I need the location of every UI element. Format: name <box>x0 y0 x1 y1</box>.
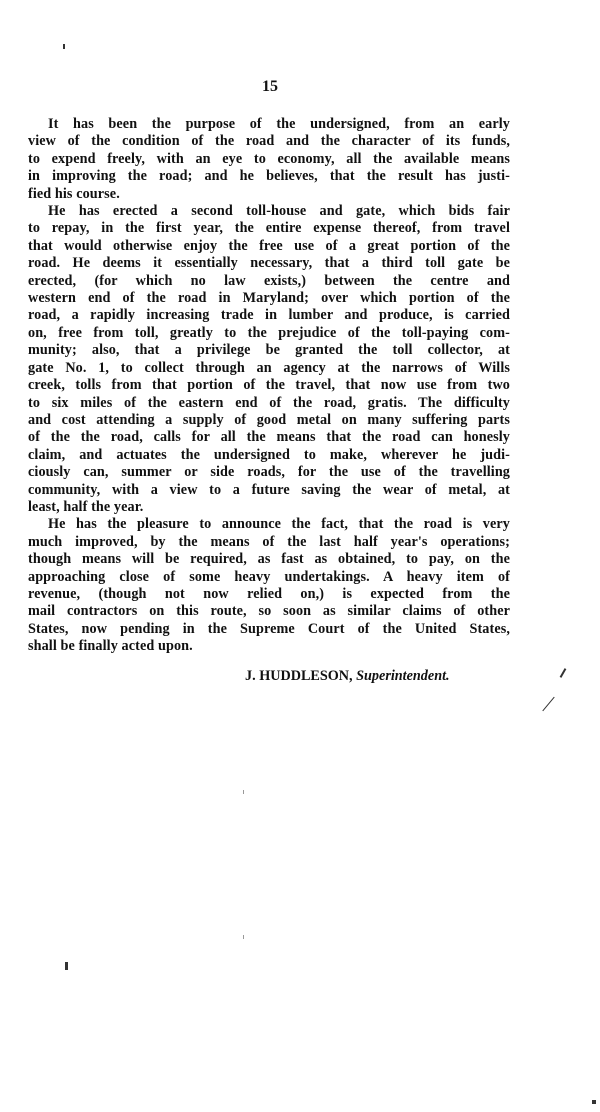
text-line: that would otherwise enjoy the free use of a great portion of the <box>28 237 510 254</box>
text-line: erected, (for which no law exists,) between the centre and <box>28 272 510 289</box>
text-line: road, a rapidly increasing trade in lumber and produce, is carried <box>28 307 510 324</box>
text-line: shall be finally acted upon. <box>28 638 193 655</box>
text-line: much improved, by the means of the last half year's operations; <box>28 533 510 550</box>
text-line: on, free from toll, greatly to the prejudice of the toll-paying com- <box>28 324 510 341</box>
page-number: 15 <box>262 78 278 95</box>
text-line: It has been the purpose of the undersigned, from an early <box>48 116 510 132</box>
text-line: view of the condition of the road and the character of its funds, <box>28 133 510 150</box>
scan-speck <box>243 790 244 794</box>
body-text <box>28 116 510 656</box>
scan-speck <box>542 697 554 711</box>
text-line: He has the pleasure to announce the fact, that the road is very <box>48 516 510 533</box>
paragraph-3 <box>28 516 510 655</box>
text-line: though means will be required, as fast as obtained, to pay, on the <box>28 551 510 568</box>
scan-speck <box>243 935 244 939</box>
scan-speck <box>592 1100 596 1104</box>
scan-speck <box>63 44 65 49</box>
text-line: fied his course. <box>28 185 120 202</box>
text-line: claim, and actuates the undersigned to make, wherever he judi- <box>28 446 510 463</box>
text-line: western end of the road in Maryland; over which portion of the <box>28 290 510 307</box>
text-line: and cost attending a supply of good metal on many suffering parts <box>28 411 510 428</box>
text-line: road. He deems it essentially necessary, that a third toll gate be <box>28 255 510 272</box>
text-line: munity; also, that a privilege be granted the toll collector, at <box>28 342 510 359</box>
text-line: approaching close of some heavy undertakings. A heavy item of <box>28 568 510 585</box>
text-line: gate No. 1, to collect through an agency at the narrows of Wills <box>28 359 510 376</box>
scan-speck <box>65 962 68 970</box>
text-line: in improving the road; and he believes, that the result has justi- <box>28 168 510 185</box>
signature-title: Superintendent. <box>356 668 450 684</box>
text-line: mail contractors on this route, so soon as similar claims of other <box>28 603 510 620</box>
text-line: States, now pending in the Supreme Court of the United States, <box>28 620 510 637</box>
scan-speck <box>560 668 567 678</box>
signature-line <box>245 668 450 685</box>
paragraph-1 <box>28 116 510 203</box>
text-line: to expend freely, with an eye to economy, all the available means <box>28 150 510 167</box>
text-line: community, with a view to a future saving the wear of metal, at <box>28 481 510 498</box>
signature-name: J. HUDDLESON, <box>245 668 353 684</box>
text-line: of the the road, calls for all the means that the road can honesly <box>28 429 510 446</box>
text-line: to six miles of the eastern end of the road, gratis. The difficulty <box>28 394 510 411</box>
text-line: ciously can, summer or side roads, for the use of the travelling <box>28 464 510 481</box>
text-line: creek, tolls from that portion of the travel, that now use from two <box>28 377 510 394</box>
text-line: least, half the year. <box>28 498 144 515</box>
text-line: revenue, (though not now relied on,) is expected from the <box>28 585 510 602</box>
text-line: to repay, in the first year, the entire expense thereof, from travel <box>28 220 510 237</box>
paragraph-2 <box>28 203 510 516</box>
text-line: He has erected a second toll-house and gate, which bids fair <box>48 203 510 220</box>
